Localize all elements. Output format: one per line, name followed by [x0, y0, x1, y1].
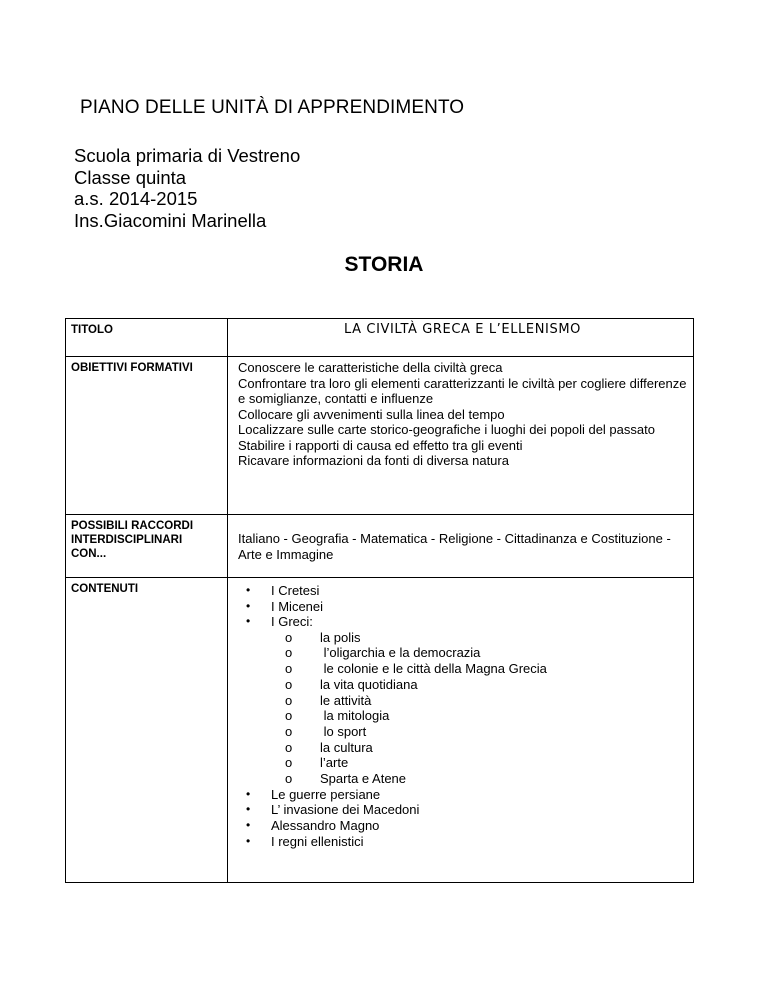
circle-bullet-icon: o [285, 645, 293, 661]
contenuti-label: CONTENUTI [66, 578, 228, 883]
row-obiettivi [66, 357, 694, 515]
document-title: PIANO DELLE UNITÀ DI APPRENDIMENTO [80, 97, 465, 118]
list-item: • Alessandro Magno [271, 818, 687, 834]
sub-list-item [285, 755, 687, 771]
circle-bullet-icon: o [285, 771, 293, 787]
class-name: Classe quinta [74, 166, 187, 188]
obiettivo-line: Conoscere le caratteristiche della civiltà greca [238, 360, 503, 375]
list-item-label: I Greci: [271, 614, 313, 630]
list-item: • I Micenei [271, 599, 687, 615]
row-raccordi [66, 515, 694, 578]
raccordi-value [228, 515, 694, 578]
circle-bullet-icon: o [285, 676, 293, 692]
school-info [74, 145, 300, 231]
list-item: • I Cretesi [271, 583, 687, 599]
sub-list-item [285, 692, 687, 709]
sub-list-item-label: le colonie e le città della Magna Grecia [320, 661, 547, 677]
circle-bullet-icon: o [285, 755, 293, 771]
titolo-value: LA CIVILTÀ GRECA E L’ELLENISMO [228, 319, 694, 357]
sub-list-item [285, 739, 687, 756]
circle-bullet-icon: o [285, 708, 293, 724]
raccordi-label-line: POSSIBILI RACCORDI [71, 520, 194, 532]
sub-list-item [285, 645, 687, 661]
sub-list-item-label: la cultura [320, 739, 373, 755]
obiettivo-line: Collocare gli avvenimenti sulla linea del tempo [238, 406, 505, 422]
sub-list-item-label: Sparta e Atene [320, 771, 407, 787]
greci-sublist [271, 630, 687, 787]
list-item: • I regni ellenistici [271, 834, 687, 850]
sub-list-item-label: l’arte [320, 755, 349, 771]
sub-list-item-label: la vita quotidiana [320, 676, 418, 692]
sub-list-item-label: lo sport [320, 724, 367, 739]
row-titolo [66, 319, 694, 357]
contenuti-value [228, 578, 694, 883]
sub-list-item [285, 629, 687, 646]
obiettivo-line: Localizzare sulle carte storico-geografiche i luoghi dei popoli del passato [238, 422, 655, 437]
circle-bullet-icon: o [285, 739, 293, 755]
circle-bullet-icon: o [285, 661, 293, 677]
sub-list-item [285, 771, 687, 787]
school-name: Scuola primaria di Vestreno [74, 145, 301, 166]
learning-unit-table [65, 318, 694, 883]
sub-list-item-label: la polis [320, 629, 361, 645]
teacher-name: Ins.Giacomini Marinella [74, 209, 267, 231]
obiettivi-value [228, 357, 694, 515]
sub-list-item-label: la mitologia [320, 708, 390, 724]
obiettivo-line: Ricavare informazioni da fonti di diversa natura [238, 453, 509, 468]
raccordi-text: Italiano - Geografia - Matematica - Religione - Cittadinanza e Costituzione - Arte e Immagine [238, 531, 671, 562]
titolo-label: TITOLO [66, 319, 228, 357]
row-contenuti [66, 578, 694, 883]
subject-heading: STORIA [344, 253, 424, 276]
circle-bullet-icon: o [285, 692, 293, 708]
list-item [271, 614, 687, 787]
raccordi-label-line: CON... [71, 548, 107, 560]
raccordi-label-line: INTERDISCIPLINARI [71, 534, 183, 546]
sub-list-item-label: le attività [320, 692, 372, 708]
sub-list-item [285, 661, 687, 677]
school-year: a.s. 2014-2015 [74, 188, 198, 209]
raccordi-label [66, 515, 228, 578]
list-item: • Le guerre persiane [271, 787, 687, 803]
sub-list-item [285, 724, 687, 740]
circle-bullet-icon: o [285, 629, 293, 645]
sub-list-item [285, 708, 687, 724]
obiettivo-line: Stabilire i rapporti di causa ed effetto tra gli eventi [238, 437, 523, 453]
sub-list-item [285, 676, 687, 693]
list-item: • L’ invasione dei Macedoni [271, 802, 687, 818]
obiettivo-line: Confrontare tra loro gli elementi caratterizzanti le civiltà per cogliere differenze e somiglianze, contatti e influenze [238, 375, 687, 406]
obiettivi-label: OBIETTIVI FORMATIVI [66, 357, 228, 515]
contenuti-list [228, 583, 687, 849]
circle-bullet-icon: o [285, 724, 293, 739]
sub-list-item-label: l’oligarchia e la democrazia [320, 645, 481, 661]
